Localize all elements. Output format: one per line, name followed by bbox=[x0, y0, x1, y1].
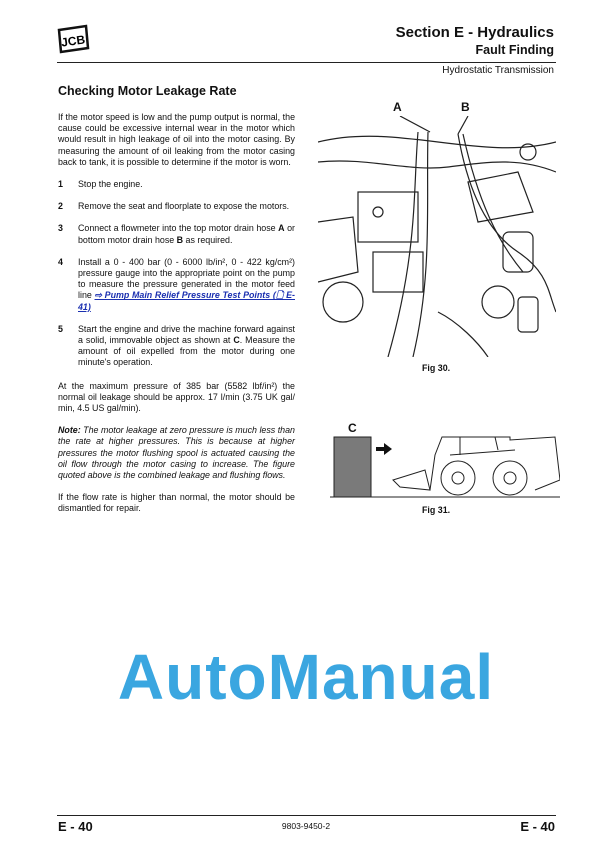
label-c: C bbox=[348, 421, 357, 435]
step-2: 2 Remove the seat and floorplate to expose the motors. bbox=[58, 201, 290, 212]
step-3: 3 Connect a flowmeter into the top motor drain hose A or bottom motor drain hose B as required. bbox=[58, 223, 295, 245]
final-paragraph: If the flow rate is higher than normal, the motor should be dismantled for repair. bbox=[58, 492, 295, 514]
label-b: B bbox=[461, 100, 470, 114]
step-5: 5 Start the engine and drive the machine forward against a solid, immovable object as shown at C. Measure the amount of oil expelled from the motor during one minute's operation. bbox=[58, 323, 296, 368]
step-4: 4 Install a 0 - 400 bar (0 - 6000 lb/in², 0 - 422 kg/cm²) pressure gauge into the appropriate point on the pump to measure the pressure generated in the motor feed line ⇨ Pump Main Relief Pressure Test Points (🗋 E-41) bbox=[58, 256, 295, 312]
topic-title: Hydrostatic Transmission bbox=[442, 65, 554, 76]
page-heading: Checking Motor Leakage Rate bbox=[58, 84, 237, 98]
subsection-title: Fault Finding bbox=[475, 43, 554, 57]
page-number-right: E - 40 bbox=[520, 819, 555, 834]
page-number-left: E - 40 bbox=[58, 819, 93, 834]
svg-text:JCB: JCB bbox=[60, 32, 87, 50]
section-title: Section E - Hydraulics bbox=[395, 24, 554, 41]
fig31-machine-against-object-illustration bbox=[330, 436, 560, 501]
footer-rule bbox=[57, 815, 556, 816]
intro-paragraph: If the motor speed is low and the pump output is normal, the cause could be excessive internal wear in the motor which would result in high leakage of oil into the motor casing. By measuring the amount of oil leaking from the motor casing back to tank, it is possible to determine if the motor is worn. bbox=[58, 112, 295, 167]
fig30-motor-hoses-illustration bbox=[318, 116, 556, 357]
solid-object bbox=[334, 437, 371, 497]
header-rule bbox=[57, 62, 556, 63]
fig31-caption: Fig 31. bbox=[422, 505, 451, 515]
direction-arrow-icon bbox=[376, 443, 392, 455]
label-a: A bbox=[393, 100, 402, 114]
step-1: 1 Stop the engine. bbox=[58, 179, 143, 190]
fig30-caption: Fig 30. bbox=[422, 363, 451, 373]
jcb-logo bbox=[56, 24, 90, 54]
body-text bbox=[58, 112, 295, 526]
pump-relief-test-link[interactable]: ⇨ Pump Main Relief Pressure Test Points (🗋 E-41) bbox=[78, 290, 295, 312]
watermark: AutoManual bbox=[117, 641, 495, 713]
note-paragraph: Note: The motor leakage at zero pressure is much less than the rate at higher pressures. This is because at higher pressures the motor flushing spool is actuated causing the oil flow through the motor casing to increase. The figure quoted above is the combined leakage and flushing flows. bbox=[58, 425, 295, 481]
document-number: 9803-9450-2 bbox=[281, 821, 331, 831]
pressure-paragraph: At the maximum pressure of 385 bar (5582 lbf/in²) the normal oil leakage should be approx. 17 l/min (3.75 UK gal/ min, 4.5 US gal/min). bbox=[58, 380, 295, 414]
